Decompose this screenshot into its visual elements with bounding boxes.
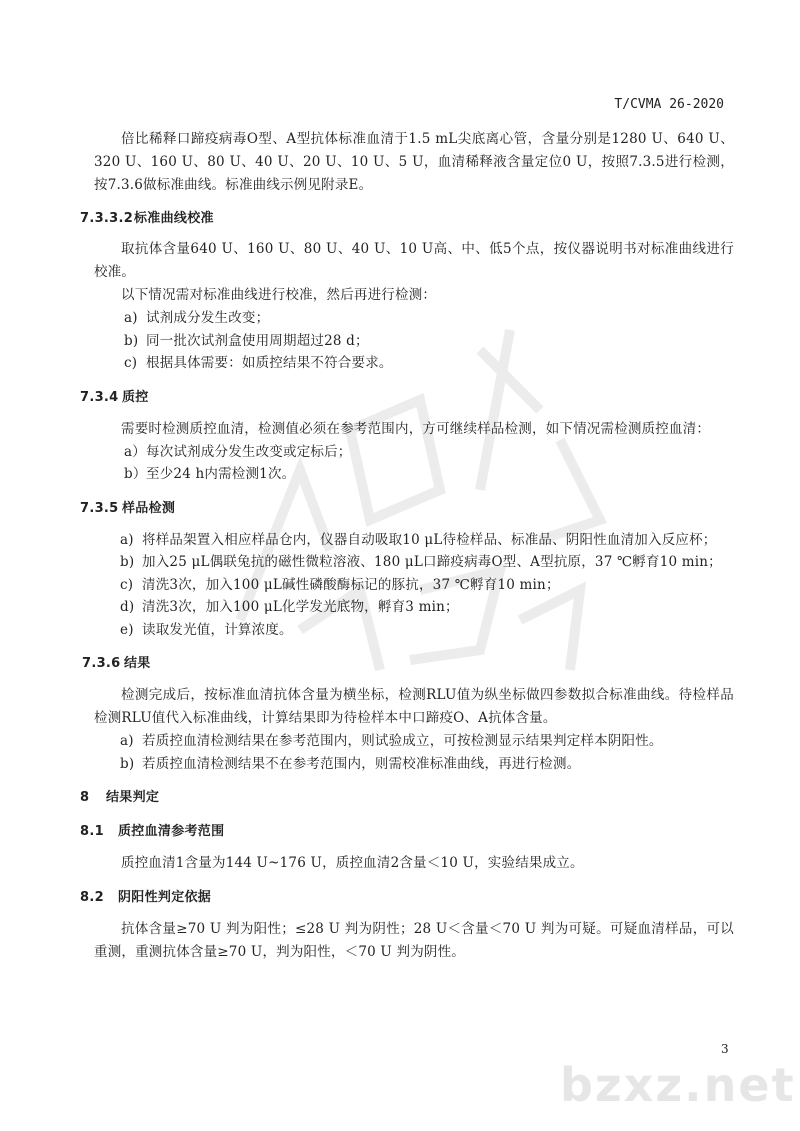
section-number: 7.3.4	[80, 389, 119, 405]
section-8-1-heading	[80, 821, 734, 843]
site-watermark: bzxz.net	[560, 1058, 796, 1112]
list-text: 试剂成分发生改变；	[146, 310, 270, 326]
list-item	[94, 753, 734, 776]
list-item	[94, 551, 734, 574]
list-text: 若质控血清检测结果不在参考范围内，则需校准标准曲线，再进行检测。	[142, 755, 581, 772]
paragraph: 抗体含量≥70 U 判为阳性；≤28 U 判为阴性；28 U＜含量＜70 U 判为可疑。可疑血清样品，可以重测，重测抗体含量≥70 U，判为阳性，＜70 U 判为阴性。	[94, 921, 734, 960]
list-text: 根据具体需要：如质控结果不符合要求。	[146, 355, 393, 371]
list-item	[94, 730, 734, 753]
section-number: 7.3.3.2	[80, 211, 134, 226]
section-7-3-5-heading	[80, 498, 734, 520]
list-marker: c)	[120, 576, 134, 593]
list-item	[94, 529, 734, 552]
section-title: 阴阳性判定依据	[118, 890, 212, 905]
list-marker: b）	[124, 466, 147, 482]
document-id: T/CVMA 26-2020	[614, 97, 724, 112]
list-item	[94, 352, 734, 375]
list-item	[94, 307, 734, 330]
list-text: 读取发光值，计算浓度。	[142, 621, 293, 638]
list-item	[94, 463, 734, 486]
paragraph: 以下情况需对标准曲线进行校准，然后再进行检测：	[121, 287, 437, 303]
section-number: 8.2	[80, 890, 104, 905]
section-number: 8.1	[80, 824, 104, 839]
list-marker: d)	[120, 599, 135, 615]
list-marker: a）	[124, 443, 146, 460]
list-item	[94, 619, 734, 642]
section-7-3-3-2-heading	[80, 208, 734, 230]
intro-paragraph: 倍比稀释口蹄疫病毒O型、A型抗体标准血清于1.5 mL尖底离心管，含量分别是1280 U、640 U、320 U、160 U、80 U、40 U、20 U、10 U、5 U，血清稀释液含量定位0 U，按照7.3.5进行检测，按7.3.6做标准曲线。标准曲线示例见附录E。	[94, 131, 734, 193]
section-title: 标准曲线校准	[134, 211, 214, 226]
section-8-2-heading	[80, 887, 734, 909]
paragraph: 需要时检测质控血清，检测值必须在参考范围内，方可继续样品检测，如下情况需检测质控血清：	[121, 420, 711, 437]
list-item	[94, 441, 734, 464]
section-7-3-6-heading	[82, 653, 734, 675]
list-text: 若质控血清检测结果在参考范围内，则试验成立，可按检测显示结果判定样本阴阳性。	[142, 733, 663, 749]
list-text: 清洗3次，加入100 μL化学发光底物，孵育3 min；	[142, 599, 459, 615]
list-marker: c)	[124, 355, 138, 371]
list-text: 同一批次试剂盒使用周期超过28 d；	[146, 332, 369, 349]
document-body	[80, 128, 734, 964]
list-text: 加入25 μL偶联兔抗的磁性微粒溶液、180 μL口蹄疫病毒O型、A型抗原，37 ℃孵育10 min；	[142, 554, 722, 570]
section-title: 质控	[122, 389, 149, 405]
section-title: 质控血清参考范围	[118, 824, 225, 839]
list-text: 至少24 h内需检测1次。	[146, 466, 296, 482]
list-text: 每次试剂成分发生改变或定标后；	[146, 443, 352, 460]
section-number: 7.3.5	[80, 500, 119, 516]
list-marker: b)	[120, 554, 135, 570]
list-marker: e)	[120, 621, 134, 638]
list-text: 清洗3次，加入100 μL碱性磷酸酶标记的豚抗，37 ℃孵育10 min；	[142, 576, 560, 593]
section-title: 样品检测	[122, 500, 176, 516]
list-marker: b)	[120, 755, 135, 772]
section-number: 8	[80, 790, 90, 805]
page-number: 3	[721, 1042, 729, 1056]
section-8-heading	[80, 787, 734, 809]
list-item	[94, 596, 734, 619]
list-item	[94, 330, 734, 353]
list-marker: a)	[124, 310, 138, 326]
list-item	[94, 574, 734, 597]
list-marker: a)	[120, 531, 134, 548]
list-marker: a)	[120, 733, 134, 749]
paragraph: 质控血清1含量为144 U~176 U，质控血清2含量＜10 U，实验结果成立。	[121, 855, 584, 871]
list-marker: b)	[124, 332, 139, 349]
list-text: 将样品架置入相应样品仓内，仪器自动吸取10 μL待检样品、标准品、阴阳性血清加入反应杯；	[142, 531, 717, 548]
section-title: 结果判定	[106, 790, 160, 805]
section-title: 结果	[124, 656, 151, 671]
paragraph: 取抗体含量640 U、160 U、80 U、40 U、10 U高、中、低5个点，按仪器说明书对标准曲线进行校准。	[94, 241, 734, 280]
section-number: 7.3.6	[82, 656, 121, 671]
paragraph: 检测完成后，按标准血清抗体含量为横坐标，检测RLU值为纵坐标做四参数拟合标准曲线。待检样品检测RLU值代入标准曲线，计算结果即为待检样本中口蹄疫O、A抗体含量。	[94, 687, 734, 726]
section-7-3-4-heading	[80, 387, 734, 409]
